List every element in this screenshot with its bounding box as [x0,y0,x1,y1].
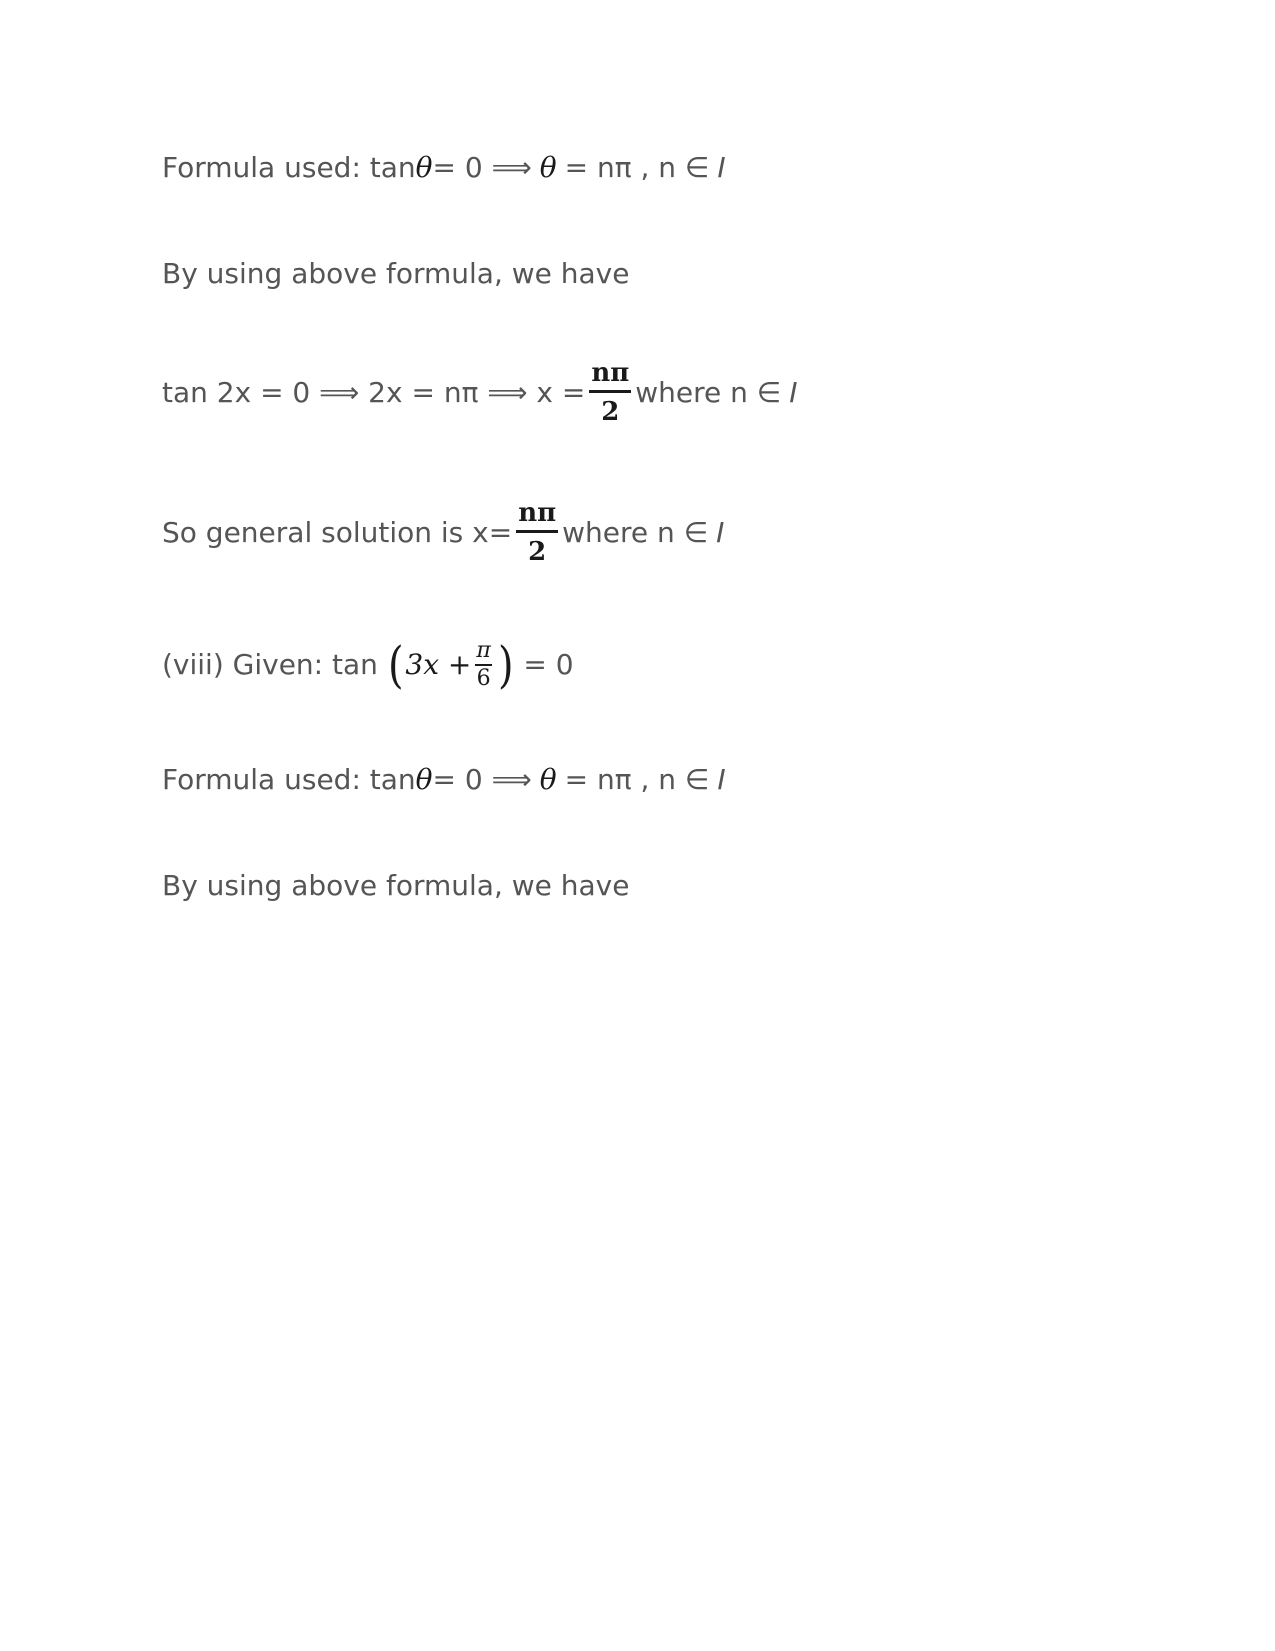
general-solution-line [162,500,724,565]
tan-2x-line [162,360,797,425]
fraction-numerator: nπ [589,360,631,393]
fraction-denominator: 2 [528,537,547,567]
formula-eq-zero: = 0 ⟹ [432,151,532,184]
fraction-n-pi-over-2 [516,500,558,565]
theta-symbol: θ [415,763,433,796]
integer-set-symbol: I [716,515,725,549]
formula-line-2 [162,763,726,796]
fraction-numerator: nπ [516,500,558,533]
fraction-denominator: 6 [476,666,491,691]
formula-eq-zero: = 0 ⟹ [432,763,532,796]
close-paren: ) [497,636,514,694]
using-formula-line-1 [162,257,630,290]
using-formula-text: By using above formula, we have [162,869,630,902]
using-formula-text: By using above formula, we have [162,257,630,290]
theta-symbol: θ [415,151,433,184]
formula-line-1 [162,151,726,184]
theta-symbol: θ [539,151,557,184]
formula-prefix: Formula used: tan [162,763,416,796]
given-prefix: (viii) Given: tan [162,648,378,681]
integer-set-symbol: I [789,375,798,409]
using-formula-line-2 [162,869,630,902]
theta-symbol: θ [539,763,557,796]
where-text: where n ∈ [562,515,709,549]
formula-rest: = nπ , n ∈ [564,151,710,184]
fraction-numerator: π [475,640,491,666]
where-text: where n ∈ [635,375,782,409]
formula-prefix: Formula used: tan [162,151,416,184]
formula-rest: = nπ , n ∈ [564,763,710,796]
tan-2x-lhs: tan 2x = 0 ⟹ 2x = nπ ⟹ x = [162,375,586,409]
integer-set-symbol: I [717,763,726,796]
open-paren: ( [387,636,404,694]
fraction-denominator: 2 [601,397,620,427]
integer-set-symbol: I [717,151,726,184]
fraction-pi-over-6 [475,640,491,690]
fraction-n-pi-over-2 [589,360,631,425]
inner-3x-plus: 3x + [405,648,472,681]
given-rhs: = 0 [523,648,574,681]
part-viii-given-line [162,636,574,694]
inner-expression [405,648,472,681]
general-solution-lhs: So general solution is x= [162,515,513,549]
